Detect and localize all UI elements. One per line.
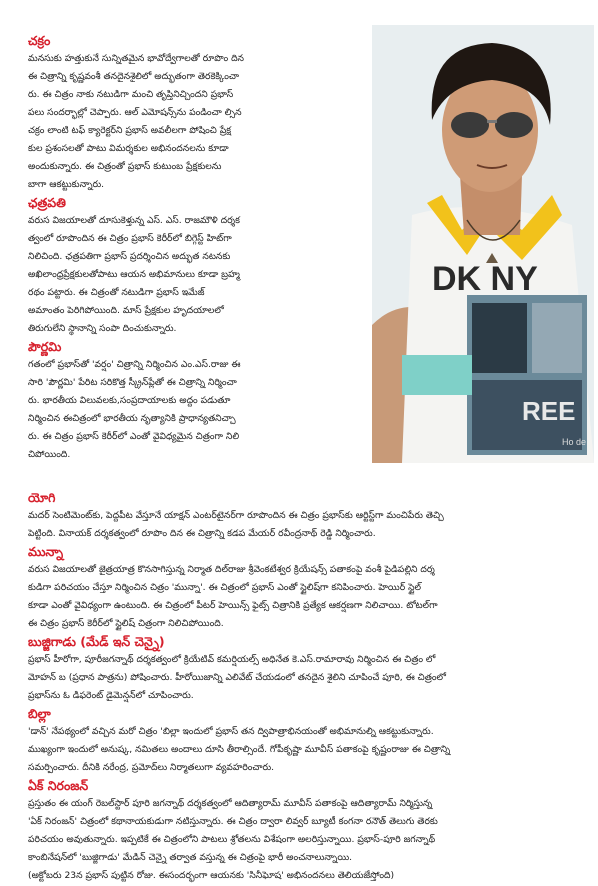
section-heading: బిల్లా	[28, 706, 51, 721]
section-body	[28, 50, 366, 194]
body-line: ప్రభాస్‌ను ఓ డిఫరెంట్ డైమెన్షన్‌లో చూపించారు.	[28, 690, 194, 701]
body-line: బాగా ఆకట్టుకున్నారు.	[28, 179, 105, 190]
body-line: కూడా ఎంతో వైవిధ్యంగా ఉంటుంది. ఈ చిత్రంలో పీటర్ హెయిన్స్ ఫైట్స్ చిత్రానికి ప్రత్యేక ఆకర్షణగా నిలిచాయి. టోటల్‌గా	[28, 600, 438, 611]
body-line: 'ఏక్ నిరంజన్' చిత్రంలో కథానాయకుడుగా నటిస్తున్నారు. ఈ చిత్రం ద్వారా లివ్వర్ బ్యూటీ కంగనా రనౌత్ తెలుగు తెరకు	[28, 816, 438, 827]
body-line: గతంలో ప్రభాస్‌తో 'వర్షం' చిత్రాన్ని నిర్మించిన ఎం.ఎస్.రాజు ఈ	[28, 359, 241, 370]
body-line: కాంబినేషన్‌లో 'బుజ్జిగాడు' మేడిన్ చెన్నై తర్వాత వస్తున్న ఈ చిత్రంపై భారీ అంచనాలున్నాయి.	[28, 852, 353, 863]
section-body	[28, 212, 366, 338]
section-body	[28, 723, 576, 777]
body-line: ముఖ్యంగా ఇందులో అనుష్క, నమితలు అందాలు దూసి తీరాల్సిందే. గోపీకృష్ణా మూవీస్ పతాకంపై కృష్ణంరాజు ఈ చిత్రాన్ని	[28, 744, 451, 755]
section-heading: ఛత్రపతి	[28, 195, 66, 210]
section-body	[28, 795, 576, 885]
section-body	[28, 561, 576, 633]
body-line: (అక్టోబరు 23న ప్రభాస్ పుట్టిన రోజు. ఈసందర్భంగా ఆయనకు 'సినీఘోష' అభినందనలు తెలియజేస్తోంది)	[28, 870, 395, 881]
shirt-print-text: DK NY	[432, 260, 538, 298]
body-line: సమర్పించారు. దీనికి నరేంద్ర, ప్రమోద్‌లు నిర్మాతలుగా వ్యవహరించారు.	[28, 762, 275, 773]
body-line: పెట్టింది. వినాయక్ దర్శకత్వంలో రూపొం దిన ఈ చిత్రాన్ని కడప మేయర్ రవీంద్రనాథ్ రెడ్డి నిర్మించారు.	[28, 528, 376, 539]
body-line: తిరుగులేని స్థానాన్ని సంపా దించుకున్నారు.	[28, 323, 177, 334]
body-line: నిలిచింది. ఛత్రపతిగా ప్రభాస్ ప్రదర్శించిన అద్భుత నటనకు	[28, 251, 231, 262]
body-line: సారి 'పౌర్ణమి' పేరిట సరికొత్త స్క్రీన్‌ప్లేతో ఈ చిత్రాన్ని నిర్మించా	[28, 377, 237, 388]
bottom-column	[28, 489, 576, 885]
body-line: పరిచయం అవుతున్నారు. ఇప్పటికే ఈ చిత్రంలోని పాటలు శ్రోతలను విశేషంగా అలరిస్తున్నాయి. ప్రభాస్-పూరి జగన్నాథ్	[28, 834, 436, 845]
body-line: చిపోయింది.	[28, 449, 71, 460]
body-line: రథం పట్టారు. ఈ చిత్రంతో నటుడిగా ప్రభాస్ ఇమేజ్	[28, 287, 205, 298]
section-heading: బుజ్జిగాడు (మేడ్ ఇన్ చెన్నై)	[28, 634, 165, 649]
body-line: చక్రం లాంటి టఫ్ క్యారెక్టర్‌ని ప్రభాస్ అవలీలగా పోషించి ప్రేక్ష	[28, 125, 232, 136]
section-heading: ఏక్ నిరంజన్	[28, 778, 89, 793]
body-line: రు. ఈ చిత్రం ప్రభాస్ కెరీర్‌లో ఎంతో వైవిధ్యమైన చిత్రంగా నిలి	[28, 431, 240, 442]
actor-photo-illustration	[372, 25, 594, 463]
body-line: 'డాన్' నేపథ్యంలో వచ్చిన మరో చిత్రం 'బిల్లా ఇందులో ప్రభాస్ తన ద్విపాత్రాభినయంతో అభిమానుల్ని ఆకట్టుకున్నారు.	[28, 726, 434, 737]
body-line: ప్రస్తుతం ఈ యంగ్ రెబల్‌స్టార్ పూరి జగన్నాథ్ దర్శకత్వంలో ఆదిత్యారామ్ మూవీస్ పతాకంపై ఆదిత్యారామ్ నిర్మిస్తున్న	[28, 798, 433, 809]
section-body	[28, 651, 576, 705]
body-line: మోహన్ బ (ప్రధాన పాత్రను) పోషించారు. హీరోయిజాన్ని ఎలివేట్ చేయడంలో తనదైన శైలిని చూపించే పూరి, ఈ చిత్రంలో	[28, 672, 446, 683]
body-line: ప్రభాస్ హీరోగా, పూరీజగన్నాథ్ దర్శకత్వంలో క్రియేటివ్ కమర్షియల్స్ అధినేత కె.ఎస్.రామారావు నిర్మించిన ఈ చిత్రం లో	[28, 654, 436, 665]
actor-photo	[372, 25, 594, 463]
body-line: అమాంతం పెరిగిపోయింది. మాస్ ప్రేక్షకుల హృదయాలలో	[28, 305, 224, 316]
body-line: అందుకున్నారు. ఈ చిత్రంతో ప్రభాస్ కుటుంబ ప్రేక్షకులను	[28, 161, 222, 172]
body-line: పలు సందర్భాల్లో చెప్పారు. ఆల్ ఎమోషన్స్‌ను పండించా ల్సిన	[28, 107, 242, 118]
body-line: అఖిలాంధ్రప్రేక్షకులతోపాటు ఆయన అభిమానులు కూడా బ్రహ్మ	[28, 269, 240, 280]
body-line: రు. భారతీయ విలువలకు,సంప్రదాయాలకు అద్దం పడుతూ	[28, 395, 231, 406]
section-heading: మున్నా	[28, 544, 64, 559]
shirt-poster-text-1: REE	[522, 396, 576, 426]
body-line: మదర్ సెంటిమెంట్‌కు, పెద్దపీట వేస్తూనే యాక్షన్ ఎంటర్‌టైనర్‌గా రూపొందిన ఈ చిత్రం ప్రభాస్‌కు ఆర్టిస్ట్‌గా మంచిపేరు తెచ్చి	[28, 510, 444, 521]
body-line: మనసుకు హత్తుకునే సున్నితమైన భావోద్వేగాలతో రూపొం దిన	[28, 53, 244, 64]
section-body	[28, 356, 366, 464]
body-line: వరుస విజయాలతో జైత్రయాత్ర కొనసాగిస్తున్న నిర్మాత దిల్‌రాజు శ్రీవెంకటేశ్వర క్రియేషన్స్ పతాకంపై వంశీ పైడిపల్లిని దర్శ	[28, 564, 435, 575]
section-heading: యోగి	[28, 490, 56, 505]
body-line: వరుస విజయాలతో దూసుకెళ్తున్న ఎస్. ఎస్. రాజమౌళి దర్శక	[28, 215, 240, 226]
body-line: కుడిగా పరిచయం చేస్తూ నిర్మించిన చిత్రం 'మున్నా'. ఈ చిత్రంలో ప్రభాస్ ఎంతో స్టైలిష్‌గా కనిపించారు. హెయిర్ స్టైల్	[28, 582, 422, 593]
body-line: నిర్మించిన ఈచిత్రంలో భారతీయ నృత్యానికి ప్రాధాన్యతనిచ్చా	[28, 413, 236, 424]
body-line: ఈ చిత్రాన్ని కృష్ణవంశీ తనదైనశైలిలో అద్భుతంగా తెరకెక్కించా	[28, 71, 240, 82]
section-heading: పౌర్ణమి	[28, 339, 62, 354]
body-line: కుల ప్రశంసలతో పాటు విమర్శకుల అభినందనలను కూడా	[28, 143, 229, 154]
body-line: ఈ చిత్రం ప్రభాస్ కెరీర్‌లో స్టైలిష్ చిత్రంగా నిలిచిపోయింది.	[28, 618, 224, 629]
top-column	[28, 32, 366, 464]
section-heading: చక్రం	[28, 33, 51, 48]
body-line: త్వంలో రూపొందిన ఈ చిత్రం ప్రభాస్ కెరీర్‌లో బిగ్గెస్ట్ హిట్‌గా	[28, 233, 232, 244]
body-line: రు. ఈ చిత్రం నాకు నటుడిగా మంచి తృప్తినిచ్చిందని ప్రభాస్	[28, 89, 234, 100]
section-body	[28, 507, 576, 543]
shirt-poster-text-2: Ho de	[562, 437, 587, 447]
